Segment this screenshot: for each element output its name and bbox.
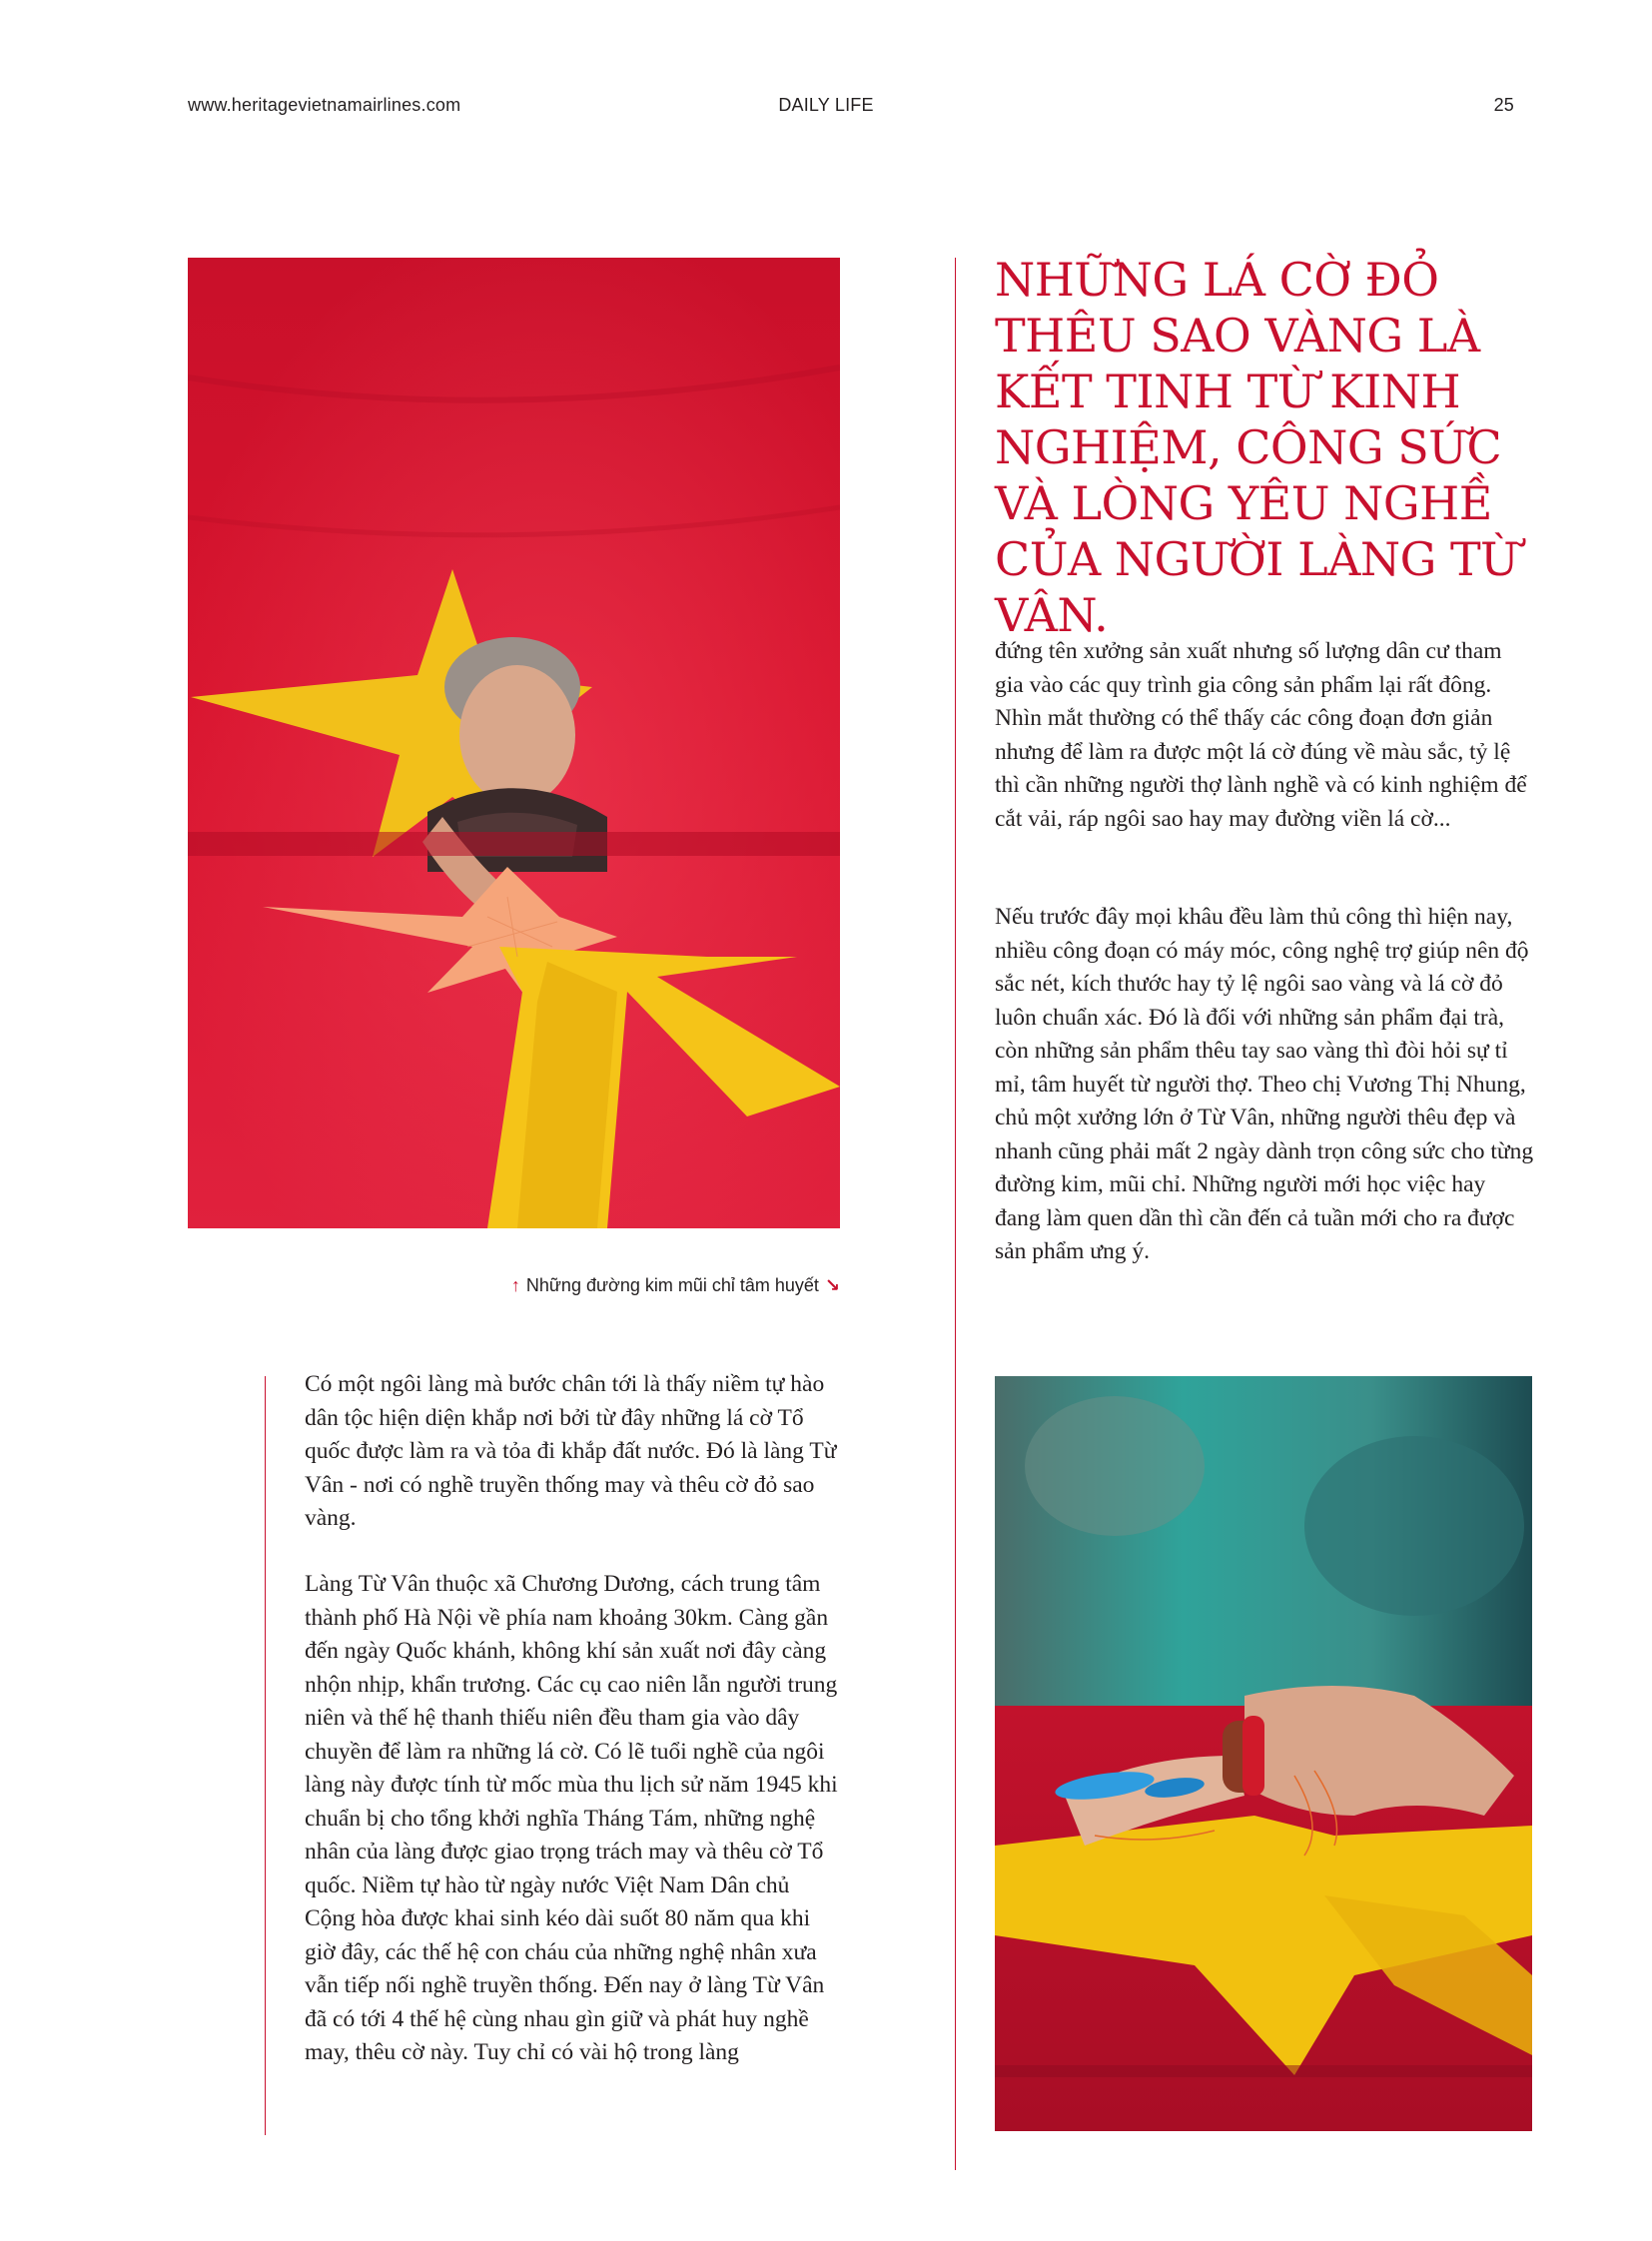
article-paragraph: Làng Từ Vân thuộc xã Chương Dương, cách trung tâm thành phố Hà Nội về phía nam khoảng 30km. Càng gần đến ngày Quốc khánh, không khí sản xuất nơi đây càng nhộn nhịp, khẩn trương. Các cụ cao niên lẫn người trung niên và thế hệ thanh thiếu niên đều tham gia vào dây chuyền để làm ra những lá cờ. Có lẽ tuổi nghề của ngôi làng này được tính từ mốc mùa thu lịch sử năm 1945 khi chuẩn bị cho tổng khởi nghĩa Tháng Tám, những nghệ nhân của làng được giao trọng trách may và thêu cờ Tổ quốc. Niềm tự hào từ ngày nước Việt Nam Dân chủ Cộng hòa được khai sinh kéo dài suốt 80 năm qua khi giờ đây, các thế hệ con cháu của những nghệ nhân xưa vẫn tiếp nối nghề truyền thống. Đến nay ở làng Từ Vân đã có tới 4 thế hệ cùng nhau gìn giữ và phát huy nghề may, thêu cờ này. Tuy chỉ có vài hộ trong làng xyxy=(305,1571,838,2065)
column-divider-right xyxy=(955,258,956,2170)
article-intro-paragraph: Có một ngôi làng mà bước chân tới là thấy niềm tự hào dân tộc hiện diện khắp nơi bởi từ đây những lá cờ Tổ quốc được làm ra và tỏa đi khắp đất nước. Đó là làng Từ Vân - nơi có nghề truyền thống may và thêu cờ đỏ sao vàng. xyxy=(305,1371,837,1531)
website-url: www.heritagevietnamairlines.com xyxy=(188,95,461,115)
page-number: 25 xyxy=(1493,95,1514,115)
photo-caption-text: Những đường kim mũi chỉ tâm huyết xyxy=(525,1275,819,1295)
arrow-up-icon: ↑ xyxy=(510,1275,520,1295)
column-divider-left xyxy=(265,1376,266,2135)
arrow-down-right-icon: ↘ xyxy=(824,1275,840,1295)
section-title: DAILY LIFE xyxy=(778,95,874,115)
photo-embroidering-flag xyxy=(188,258,840,1228)
photo-hands-stitching xyxy=(995,1376,1532,2131)
photo-caption xyxy=(188,1275,840,1296)
article-paragraph: Nếu trước đây mọi khâu đều làm thủ công thì hiện nay, nhiều công đoạn có máy móc, công nghệ trợ giúp nên độ sắc nét, kích thước hay tỷ lệ ngôi sao vàng và lá cờ đỏ luôn chuẩn xác. Đó là đối với những sản phẩm đại trà, còn những sản phẩm thêu tay sao vàng thì đòi hỏi sự tỉ mỉ, tâm huyết từ người thợ. Theo chị Vương Thị Nhung, chủ một xưởng lớn ở Từ Vân, những người thêu đẹp và nhanh cũng phải mất 2 ngày dành trọn công sức cho từng đường kim, mũi chỉ. Những người mới học việc hay đang làm quen dần thì cần đến cả tuần mới cho ra được sản phẩm ưng ý. xyxy=(995,904,1534,1264)
article-paragraph: đứng tên xưởng sản xuất nhưng số lượng dân cư tham gia vào các quy trình gia công sản phẩm lại rất đông. Nhìn mắt thường có thể thấy các công đoạn đơn giản nhưng để làm ra được một lá cờ đúng về màu sắc, tỷ lệ thì cần những người thợ lành nghề và có kinh nghiệm để cắt vải, ráp ngôi sao hay may đường viền lá cờ... xyxy=(995,638,1527,832)
pull-quote: NHỮNG LÁ CỜ ĐỎ THÊU SAO VÀNG LÀ KẾT TINH TỪ KINH NGHIỆM, CÔNG SỨC VÀ LÒNG YÊU NGHỀ CỦA NGƯỜI LÀNG TỪ VÂN. xyxy=(995,253,1519,642)
